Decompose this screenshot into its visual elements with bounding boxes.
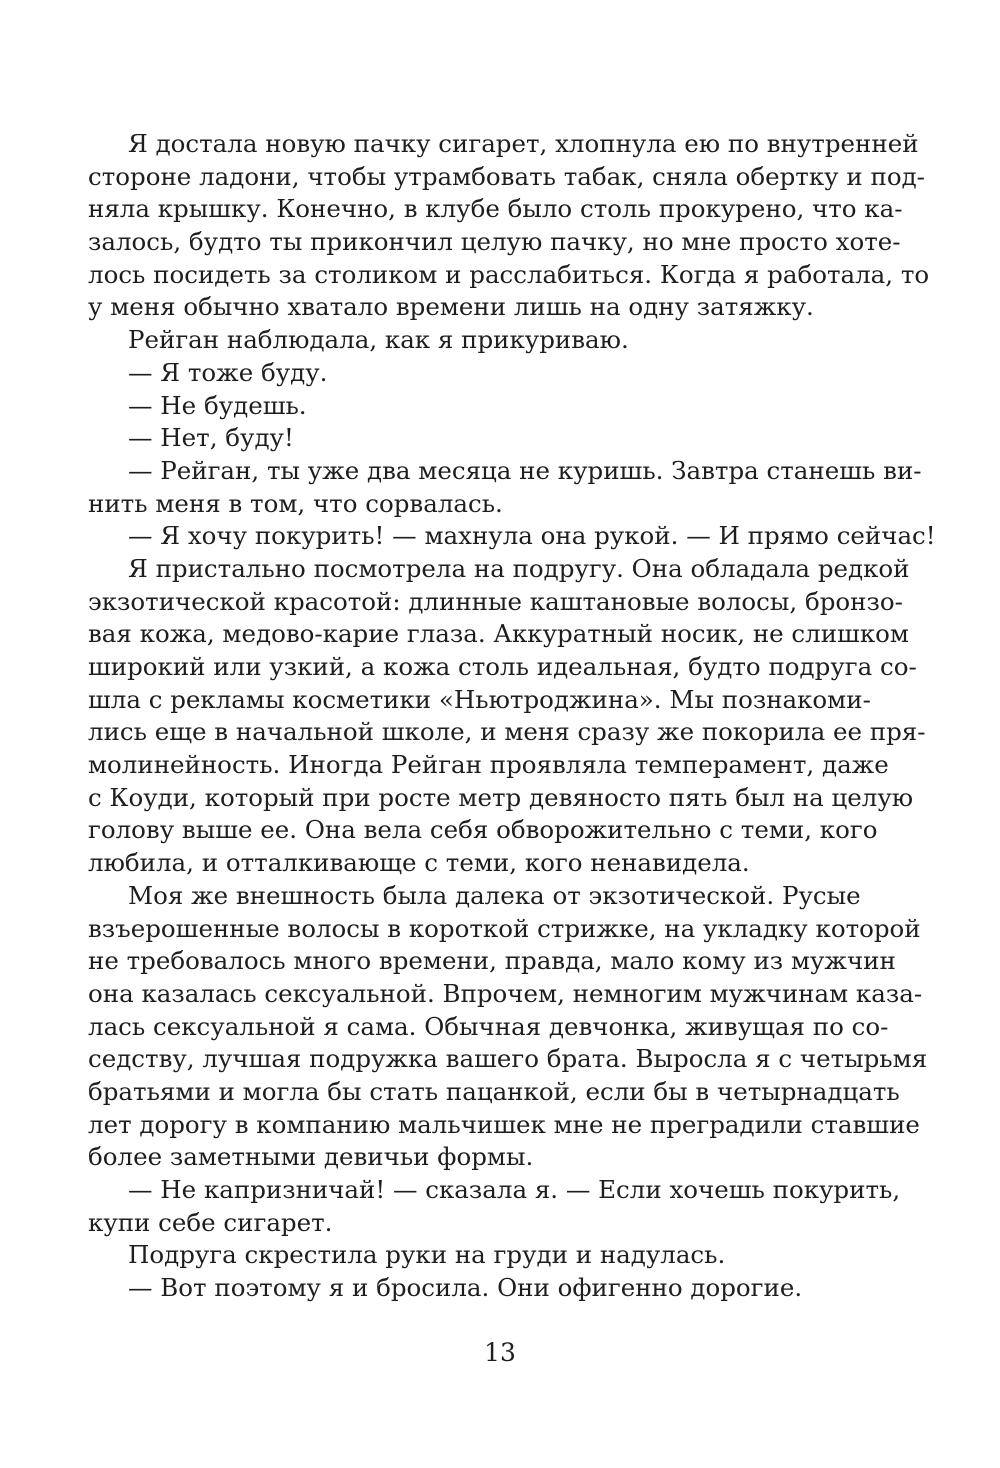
text-line: голову выше ее. Она вела себя обворожительно с теми, кого [88, 815, 878, 845]
dialogue-line: — Я хочу покурить! — махнула она рукой. — И прямо сейчас! [128, 521, 936, 551]
text-line: нить меня в том, что сорвалась. [88, 488, 503, 518]
text-line: стороне ладони, чтобы утрамбовать табак, сняла обертку и под- [88, 161, 925, 191]
text-line: более заметными девичьи формы. [88, 1142, 534, 1172]
text-line: вая кожа, медово-карие глаза. Аккуратный носик, не слишком [88, 619, 909, 649]
text-line: Рейган наблюдала, как я прикуриваю. [128, 325, 629, 355]
text-line: купи себе сигарет. [88, 1207, 333, 1237]
dialogue-line: — Я тоже буду. [128, 357, 328, 387]
text-line: лись еще в начальной школе, и меня сразу же покорила ее пря- [88, 717, 926, 747]
text-line: лось посидеть за столиком и расслабиться. Когда я работала, то [88, 259, 930, 289]
dialogue-line: — Не капризничай! — сказала я. — Если хочешь покурить, [128, 1175, 901, 1204]
text-line: любила, и отталкивающе с теми, кого ненавидела. [88, 848, 750, 878]
text-line: няла крышку. Конечно, в клубе было столь прокурено, что ка- [88, 194, 903, 224]
body-text [88, 128, 936, 1305]
page-number: 13 [484, 1338, 516, 1367]
text-line: шла с рекламы косметики «Ньютроджина». Мы познакоми- [88, 684, 871, 714]
text-line: с Коуди, который при росте метр девяносто пять был на целую [88, 782, 914, 812]
text-line: у меня обычно хватало времени лишь на одну затяжку. [88, 292, 814, 322]
dialogue-line: — Не будешь. [128, 390, 307, 420]
text-line: не требовалось много времени, правда, мало кому из мужчин [88, 946, 896, 976]
text-line: Я пристально посмотрела на подругу. Она обладала редкой [128, 553, 910, 583]
text-line: лет дорогу в компанию мальчишек мне не преградили ставшие [88, 1109, 920, 1139]
text-line: молинейность. Иногда Рейган проявляла темперамент, даже [88, 750, 889, 780]
text-line: она казалась сексуальной. Впрочем, немногим мужчинам каза- [88, 978, 923, 1008]
text-line: седству, лучшая подружка вашего брата. Выросла я с четырьмя [88, 1044, 928, 1074]
text-line: широкий или узкий, а кожа столь идеальная, будто подруга со- [88, 652, 917, 681]
dialogue-line: — Вот поэтому я и бросила. Они офигенно дорогие. [128, 1273, 803, 1303]
text-line: Моя же внешность была далека от экзотической. Русые [128, 880, 861, 910]
text-line: залось, будто ты прикончил целую пачку, но мне просто хоте- [88, 227, 901, 257]
text-line: лась сексуальной я сама. Обычная девчонка, живущая по со- [88, 1011, 889, 1041]
text-line: Подруга скрестила руки на груди и надулась. [128, 1240, 726, 1270]
dialogue-line: — Рейган, ты уже два месяца не куришь. Завтра станешь ви- [128, 455, 922, 485]
text-line: экзотической красотой: длинные каштановые волосы, бронзо- [88, 586, 903, 616]
text-line: братьями и могла бы стать пацанкой, если бы в четырнадцать [88, 1076, 900, 1106]
text-line: взъерошенные волосы в короткой стрижке, на укладку которой [88, 913, 921, 943]
text-line: Я достала новую пачку сигарет, хлопнула ею по внутренней [128, 129, 919, 158]
dialogue-line: — Нет, буду! [128, 423, 294, 453]
